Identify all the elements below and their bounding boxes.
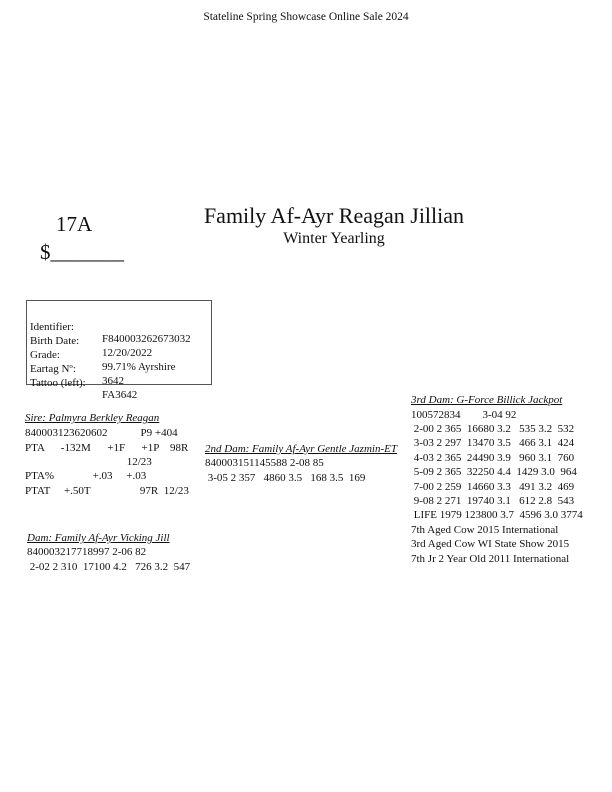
id-value: 3642 bbox=[102, 375, 124, 387]
third-dam-line: 100572834 3-04 92 bbox=[411, 409, 517, 421]
identification-box bbox=[26, 300, 212, 401]
id-label: Tattoo (left): bbox=[30, 377, 86, 389]
third-dam-line: 3-03 2 297 13470 3.5 466 3.1 424 bbox=[411, 437, 575, 449]
second-dam-line: 3-05 2 357 4860 3.5 168 3.5 169 bbox=[205, 472, 366, 484]
sire-line: PTA -132M +1F +1P 98R bbox=[25, 442, 189, 454]
lot-number: 17A bbox=[56, 212, 93, 236]
price-blank: $_______ bbox=[40, 240, 124, 264]
third-dam-title: 3rd Dam: G-Force Billick Jackpot bbox=[411, 394, 563, 406]
id-label: Eartag Nº: bbox=[30, 363, 76, 375]
sire-line: PTAT +.50T 97R 12/23 bbox=[25, 485, 189, 497]
dam-title: Dam: Family Af-Ayr Vicking Jill bbox=[27, 532, 170, 544]
second-dam-title: 2nd Dam: Family Af-Ayr Gentle Jazmin-ET bbox=[205, 443, 397, 455]
third-dam-line: 7th Jr 2 Year Old 2011 International bbox=[411, 553, 570, 565]
id-value: F840003262673032 bbox=[102, 333, 191, 345]
sire-line: 12/23 bbox=[25, 456, 152, 468]
animal-name: Family Af-Ayr Reagan Jillian bbox=[203, 203, 465, 228]
second-dam-line: 840003151145588 2-08 85 bbox=[205, 457, 324, 469]
id-value: 99.71% Ayrshire bbox=[102, 361, 176, 373]
third-dam-line: 2-00 2 365 16680 3.2 535 3.2 532 bbox=[411, 423, 575, 435]
third-dam-line: 5-09 2 365 32250 4.4 1429 3.0 964 bbox=[411, 466, 577, 478]
dam-line: 2-02 2 310 17100 4.2 726 3.2 547 bbox=[27, 561, 191, 573]
id-label: Birth Date: bbox=[30, 335, 80, 347]
dam-line: 840003217718997 2-06 82 bbox=[27, 546, 147, 558]
third-dam-line: 3rd Aged Cow WI State Show 2015 bbox=[411, 538, 570, 550]
id-label: Identifier: bbox=[30, 321, 74, 333]
third-dam-line: LIFE 1979 123800 3.7 4596 3.0 3774 bbox=[411, 509, 583, 521]
animal-class: Winter Yearling bbox=[283, 230, 385, 247]
sire-line: PTA% +.03 +.03 bbox=[25, 470, 147, 482]
sire-line: 840003123620602 P9 +404 bbox=[25, 427, 178, 439]
third-dam-line: 9-08 2 271 19740 3.1 612 2.8 543 bbox=[411, 495, 575, 507]
third-dam-line: 7th Aged Cow 2015 International bbox=[411, 524, 559, 536]
third-dam-line: 7-00 2 259 14660 3.3 491 3.2 469 bbox=[411, 481, 575, 493]
third-dam-line: 4-03 2 365 24490 3.9 960 3.1 760 bbox=[411, 452, 575, 464]
id-value: 12/20/2022 bbox=[102, 347, 153, 359]
id-value: FA3642 bbox=[102, 389, 138, 401]
sale-title: Stateline Spring Showcase Online Sale 2024 bbox=[203, 11, 409, 23]
id-label: Grade: bbox=[30, 349, 60, 361]
sire-title: Sire: Palmyra Berkley Reagan bbox=[25, 412, 160, 424]
